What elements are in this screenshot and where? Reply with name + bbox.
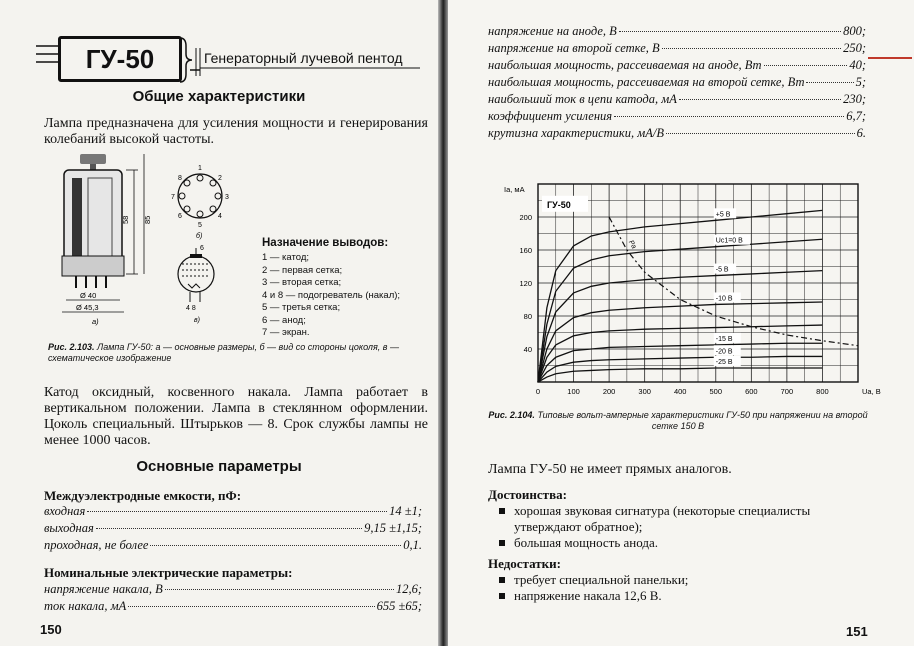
page-number-left: 150 bbox=[40, 622, 62, 637]
y-axis-label: Iа, мА bbox=[504, 185, 525, 194]
tube-base-figure bbox=[160, 156, 250, 326]
param-row bbox=[488, 126, 866, 143]
capacitance-heading: Междуэлектродные емкости, пФ: bbox=[44, 488, 242, 503]
pros-heading: Достоинства: bbox=[488, 487, 567, 502]
fig-caption-2103 bbox=[48, 342, 428, 364]
param-label: наибольшая мощность, рассеиваемая на второй сетке, Вт bbox=[488, 75, 805, 89]
series-label: -25 В bbox=[715, 358, 733, 366]
chart-title: ГУ-50 bbox=[547, 199, 571, 210]
param-value: 9,15 ±1,15; bbox=[364, 521, 422, 535]
pin48-label: 4 8 bbox=[186, 305, 196, 312]
dim-h85: 85 bbox=[143, 215, 152, 224]
pin6-label: 6 bbox=[200, 245, 204, 252]
param-row bbox=[488, 109, 866, 126]
param-label: коэффициент усиления bbox=[488, 109, 613, 123]
pin-desc: 2 — первая сетка; bbox=[262, 264, 343, 276]
dim-d453: Ø 45,3 bbox=[76, 303, 99, 312]
param-label: напряжение накала, В bbox=[44, 582, 163, 596]
pin-desc: 4 и 8 — подогреватель (накал); bbox=[262, 289, 401, 301]
capacitance-list bbox=[44, 504, 422, 555]
fig-caption-num: Рис. 2.103. bbox=[48, 342, 95, 352]
cons-list bbox=[496, 572, 868, 604]
pins-heading: Назначение выводов: bbox=[262, 237, 389, 249]
fig-caption-2104 bbox=[488, 410, 868, 432]
pin-desc: 5 — третья сетка; bbox=[262, 302, 341, 313]
x-tick-label: 700 bbox=[780, 387, 794, 396]
param-row bbox=[488, 75, 866, 92]
pros-item: большая мощность анода. bbox=[496, 535, 868, 551]
x-tick-label: 500 bbox=[709, 387, 723, 396]
page-number-right: 151 bbox=[846, 624, 868, 639]
pin-desc: 7 — экран. bbox=[262, 327, 310, 338]
params-heading: Основные параметры bbox=[136, 458, 302, 475]
param-row bbox=[44, 521, 422, 538]
param-row bbox=[488, 92, 866, 109]
nominal-heading: Номинальные электрические параметры: bbox=[44, 565, 293, 580]
pros-list bbox=[496, 503, 868, 551]
dim-h58: 58 bbox=[121, 215, 130, 224]
series-label: -10 В bbox=[715, 295, 733, 303]
param-value: 6. bbox=[856, 126, 866, 140]
book-gutter bbox=[438, 0, 448, 646]
x-tick-label: 400 bbox=[673, 387, 687, 396]
param-value: 12,6; bbox=[395, 582, 422, 596]
param-value: 40; bbox=[849, 58, 866, 72]
params-list bbox=[488, 24, 866, 143]
param-row bbox=[44, 504, 422, 521]
param-row bbox=[44, 582, 422, 599]
x-tick-label: 0 bbox=[535, 387, 541, 396]
param-value: 5; bbox=[855, 75, 866, 89]
cons-item: напряжение накала 12,6 В. bbox=[496, 588, 868, 604]
pin-label-2: 2 bbox=[218, 175, 222, 182]
dim-d40: Ø 40 bbox=[80, 291, 97, 300]
pins-list bbox=[262, 252, 400, 340]
x-axis-label: Uа, В bbox=[862, 387, 881, 396]
purpose-text: Лампа предназначена для усиления мощности и генерирования колебаний высокой частоты. bbox=[44, 116, 428, 147]
series-label: +5 В bbox=[715, 211, 731, 219]
series-label: -20 В bbox=[715, 348, 733, 356]
pin-label-4: 4 bbox=[218, 213, 222, 220]
analog-text: Лампа ГУ-50 не имеет прямых аналогов. bbox=[488, 462, 732, 477]
param-label: наибольший ток в цепи катода, мА bbox=[488, 92, 677, 106]
param-label: выходная bbox=[44, 521, 94, 535]
y-tick-label: 80 bbox=[523, 312, 532, 321]
pin-label-7: 7 bbox=[171, 194, 175, 201]
param-value: 6,7; bbox=[846, 109, 866, 123]
param-label: напряжение на аноде, В bbox=[488, 24, 617, 38]
series-label: Uс1=0 В bbox=[715, 237, 743, 245]
y-tick-label: 160 bbox=[519, 246, 532, 255]
param-value: 14 ±1; bbox=[389, 504, 422, 518]
x-tick-label: 800 bbox=[816, 387, 829, 396]
chart-caption-text: Типовые вольт-амперные характеристики ГУ-50 при напряжении на второй сетке 150 В bbox=[537, 410, 868, 431]
fig-label-b: б) bbox=[196, 233, 203, 240]
pin-label-3: 3 bbox=[225, 194, 229, 201]
pros-item: хорошая звуковая сигнатура (некоторые специалисты утверждают обратное); bbox=[496, 503, 868, 535]
description-text: Катод оксидный, косвенного накала. Лампа работает в вертикальном положении. Лампа в стеклянном оформлении. Цоколь специальный. Штырьков — 8. Срок службы лампы не менее 1000 часов. bbox=[44, 385, 428, 448]
param-value: 250; bbox=[843, 41, 866, 55]
general-heading: Общие характеристики bbox=[132, 88, 306, 105]
param-label: наибольшая мощность, рассеиваемая на аноде, Вт bbox=[488, 58, 762, 72]
param-row bbox=[488, 41, 866, 58]
pin-desc: 1 — катод; bbox=[262, 252, 310, 263]
tube-name: ГУ-50 bbox=[58, 36, 182, 82]
x-tick-label: 100 bbox=[567, 387, 580, 396]
cons-item: требует специальной панельки; bbox=[496, 572, 868, 588]
max-power-label: Ра bbox=[626, 239, 638, 251]
param-label: входная bbox=[44, 504, 86, 518]
param-row bbox=[44, 599, 422, 616]
series-label: -5 В bbox=[715, 266, 729, 274]
fig-caption-text: Лампа ГУ-50: а — основные размеры, б — вид со стороны цоколя, в — схематическое изображение bbox=[48, 342, 399, 363]
x-tick-label: 600 bbox=[745, 387, 758, 396]
pin-label-5: 5 bbox=[198, 222, 202, 229]
param-value: 230; bbox=[843, 92, 866, 106]
fig-label-v: в) bbox=[194, 317, 200, 324]
x-tick-label: 200 bbox=[602, 387, 616, 396]
param-value: 655 ±65; bbox=[376, 599, 422, 613]
y-tick-label: 200 bbox=[519, 213, 532, 222]
param-row bbox=[488, 58, 866, 75]
fig-label-a: а) bbox=[92, 317, 99, 326]
param-value: 0,1. bbox=[403, 538, 422, 552]
param-label: крутизна характеристики, мА/В bbox=[488, 126, 664, 140]
param-label: проходная, не более bbox=[44, 538, 149, 552]
cons-heading: Недостатки: bbox=[488, 556, 561, 571]
param-row bbox=[44, 538, 422, 555]
margin-red-mark bbox=[868, 57, 912, 59]
pin-label-6: 6 bbox=[178, 213, 182, 220]
pin-desc: 3 — вторая сетка; bbox=[262, 277, 342, 288]
right-page bbox=[448, 0, 914, 646]
y-tick-label: 120 bbox=[519, 279, 532, 288]
param-label: ток накала, мА bbox=[44, 599, 127, 613]
left-page bbox=[0, 0, 438, 646]
pin-label-8: 8 bbox=[178, 175, 182, 182]
tube-type: Генераторный лучевой пентод bbox=[204, 50, 403, 66]
series-label: -15 В bbox=[715, 335, 733, 343]
iv-characteristics-chart bbox=[478, 168, 881, 400]
pin-label-1: 1 bbox=[198, 165, 202, 172]
nominal-list bbox=[44, 582, 422, 616]
pin-desc: 6 — анод; bbox=[262, 314, 306, 326]
param-label: напряжение на второй сетке, В bbox=[488, 41, 660, 55]
chart-caption-num: Рис. 2.104. bbox=[488, 410, 535, 420]
param-value: 800; bbox=[843, 24, 866, 38]
param-row bbox=[488, 24, 866, 41]
y-tick-label: 40 bbox=[523, 345, 532, 354]
x-tick-label: 300 bbox=[638, 387, 651, 396]
tube-top-cap bbox=[80, 154, 106, 164]
